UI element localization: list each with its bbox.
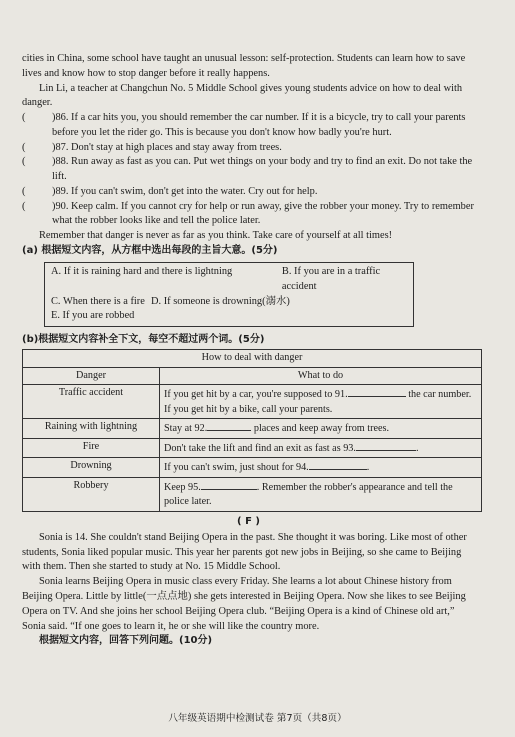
action-text: Stay at 92. xyxy=(164,423,208,435)
option-d: D. If someone is drowning(溺水) xyxy=(151,295,290,307)
action-text: . Remember the robber's appearance and tell the police later. xyxy=(164,481,453,508)
action-cell xyxy=(160,458,482,477)
danger-cell: Robbery xyxy=(23,477,160,511)
question-87 xyxy=(22,141,475,156)
passage-f-label: ( F ) xyxy=(237,515,260,527)
table-title: How to deal with danger xyxy=(23,350,482,367)
answer-paren[interactable]: ( xyxy=(22,185,26,197)
action-text: If you can't swim, just shout for 94. xyxy=(164,462,309,474)
answer-paren[interactable]: ( xyxy=(22,200,26,212)
option-a: A. If it is raining hard and there is lightning xyxy=(51,266,233,278)
page-footer: 八年级英语期中检测试卷 第7页（共8页） xyxy=(168,713,347,724)
danger-table xyxy=(22,349,482,511)
question-87-text: )87. Don't stay at high places and stay away from trees. xyxy=(52,141,282,153)
table-row xyxy=(23,438,482,457)
action-cell xyxy=(160,385,482,419)
danger-cell: Traffic accident xyxy=(23,385,160,419)
blank-93[interactable] xyxy=(356,440,416,451)
passage-f-paragraph-1: Sonia is 14. She couldn't stand Beijing Opera in the past. She thought it was boring. Like most of other students, Sonia liked popular music. This year her parents got new jobs in Beijing, so she came to Beijing with them. Then she started to study at No. 15 Middle School. xyxy=(22,531,467,573)
passage-e-closing: Remember that danger is never as far as you think. Take care of yourself at all times! xyxy=(39,230,393,242)
passage-e-intro: cities in China, some school have taught an unusual lesson: self-protection. Students can learn how to save lives and know how to stop danger before it really happens. xyxy=(22,53,466,79)
table-header-what-to-do: What to do xyxy=(160,367,482,384)
question-88 xyxy=(22,155,475,185)
action-text: the car number. If you get hit by a bike, call your parents. xyxy=(164,389,472,415)
action-text: . xyxy=(366,462,370,474)
passage-e-intro2: Lin Li, a teacher at Changchun No. 5 Middle School gives young students advice on how to deal with danger. xyxy=(22,82,463,109)
task-a-instruction: (a) 根据短文内容，从方框中选出每段的主旨大意。(5分) xyxy=(22,244,278,256)
answer-paren[interactable]: ( xyxy=(22,141,26,153)
action-cell xyxy=(160,477,482,511)
danger-cell: Fire xyxy=(23,438,160,457)
table-row xyxy=(23,458,482,477)
answer-paren[interactable]: ( xyxy=(22,112,26,124)
option-c: C. When there is a fire xyxy=(51,295,145,307)
table-row xyxy=(23,385,482,419)
passage-f-paragraph-2: Sonia learns Beijing Opera in music class every Friday. She learns a lot about Chinese history from Beijing Opera. Little by little(一点点地) she gets interested in Beijing Opera. Now she likes to see Beijing Opera on TV. And she joins her school Beijing Opera club. “Beijing Opera is a kind of Chinese old art,” Sonia said. “If one goes to learn it, he or she will like the country more. xyxy=(22,576,466,632)
table-row xyxy=(23,477,482,511)
table-row xyxy=(23,419,482,438)
table-header-danger: Danger xyxy=(23,367,160,384)
danger-cell: Raining with lightning xyxy=(23,419,160,438)
question-89-text: )89. If you can't swim, don't get into the water. Cry out for help. xyxy=(52,185,318,197)
blank-91[interactable] xyxy=(348,386,406,397)
action-text: If you get hit by a car, you're supposed to 91. xyxy=(164,389,348,401)
action-text: . xyxy=(415,442,419,454)
question-86-text: )86. If a car hits you, you should remember the car number. If it is a bicycle, try to call your parents before you let the rider go. This is because you don't know how badly you're hurt. xyxy=(52,112,466,138)
action-text: Don't take the lift and find an exit as fast as 93. xyxy=(164,442,356,454)
danger-cell: Drowning xyxy=(23,458,160,477)
question-88-text: )88. Run away as fast as you can. Put wet things on your body and try to find an exit. Do not take the lift. xyxy=(52,156,473,183)
action-cell xyxy=(160,419,482,438)
blank-95[interactable] xyxy=(201,479,257,490)
question-90-text: )90. Keep calm. If you cannot cry for help or run away, give the robber your money. Try to remember what the robber looks like and tell the police later. xyxy=(52,200,474,227)
task-b-instruction: (b)根据短文内容补全下文，每空不超过两个词。(5分) xyxy=(22,334,265,346)
action-text: places and keep away from trees. xyxy=(251,423,390,435)
options-box xyxy=(44,262,414,327)
answer-paren[interactable]: ( xyxy=(22,156,26,168)
action-cell xyxy=(160,438,482,457)
question-90 xyxy=(22,200,475,230)
action-text: Keep 95. xyxy=(164,481,201,493)
blank-92[interactable] xyxy=(207,420,251,431)
option-b: B. If you are in a traffic accident xyxy=(281,266,381,292)
option-e: E. If you are robbed xyxy=(51,310,135,322)
question-86 xyxy=(22,111,475,141)
question-89 xyxy=(22,185,475,200)
passage-f-task: 根据短文内容，回答下列问题。(10分) xyxy=(39,635,213,647)
blank-94[interactable] xyxy=(309,459,367,470)
